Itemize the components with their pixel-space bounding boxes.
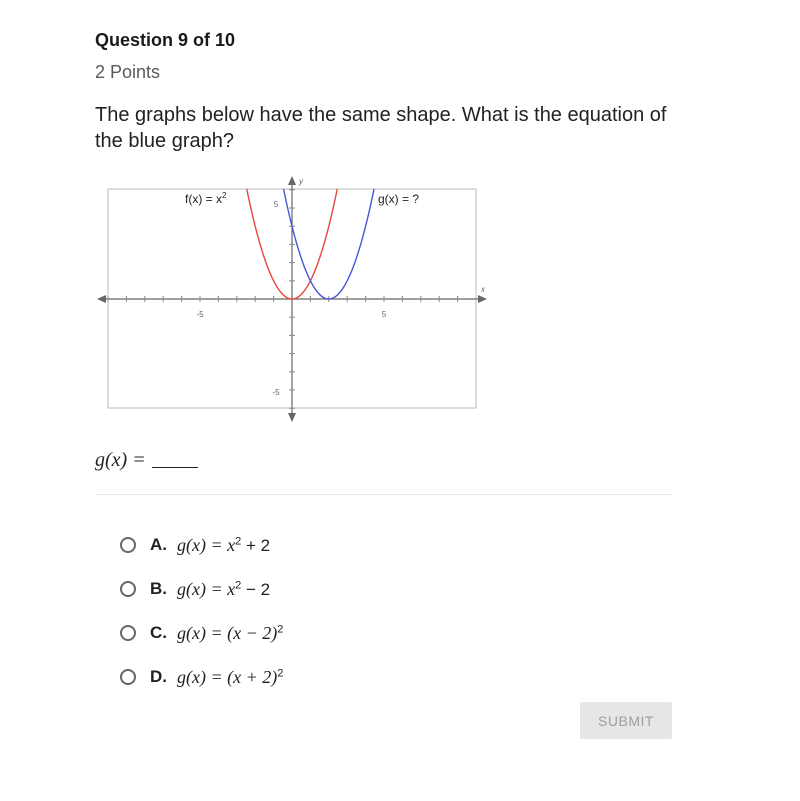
- choice-equation: $g(x) = (x - 2)^2$: [177, 622, 284, 643]
- answer-prefix: g(x) =: [95, 449, 146, 471]
- x-axis-label: x: [481, 285, 485, 294]
- answer-underline: [152, 467, 198, 468]
- graph: [95, 172, 495, 424]
- y-axis-arrow-up: [288, 176, 296, 185]
- divider: [95, 494, 673, 495]
- radio-c[interactable]: [120, 625, 136, 641]
- choice-equation: $g(x) = x^2 - 2$: [177, 578, 271, 599]
- question-prompt: The graphs below have the same shape. What is the equation of the blue graph?: [95, 104, 667, 152]
- red-curve-label: $f(x) = x^2$: [185, 191, 227, 206]
- choice-b[interactable]: [120, 567, 283, 611]
- tick-label-x-pos: 5: [381, 310, 387, 319]
- question-title: Question 9 of 10: [95, 30, 236, 50]
- answer-choices: [120, 523, 283, 699]
- answer-blank: [95, 449, 198, 472]
- radio-b[interactable]: [120, 581, 136, 597]
- tick-label-y-neg: -5: [272, 388, 280, 397]
- x-axis-arrow-left: [97, 295, 106, 303]
- radio-d[interactable]: [120, 669, 136, 685]
- choice-equation: $g(x) = (x + 2)^2$: [177, 666, 284, 687]
- tick-label-y-pos: 5: [273, 200, 279, 209]
- y-axis-arrow-down: [288, 413, 296, 422]
- question-points: 2 Points: [95, 62, 161, 82]
- choice-a[interactable]: [120, 523, 283, 567]
- choice-letter: A.: [150, 535, 167, 554]
- choice-c[interactable]: [120, 611, 283, 655]
- choice-letter: D.: [150, 667, 167, 686]
- blue-curve-label: g(x) = ?: [378, 192, 420, 206]
- submit-button[interactable]: SUBMIT: [580, 702, 672, 739]
- choice-equation: $g(x) = x^2 + 2$: [177, 534, 271, 555]
- tick-label-x-neg: -5: [196, 310, 204, 319]
- choice-letter: B.: [150, 579, 167, 598]
- y-axis-label: y: [299, 177, 303, 186]
- x-axis-arrow-right: [478, 295, 487, 303]
- radio-a[interactable]: [120, 537, 136, 553]
- choice-d[interactable]: [120, 655, 283, 699]
- choice-letter: C.: [150, 623, 167, 642]
- graph-svg: [95, 172, 495, 424]
